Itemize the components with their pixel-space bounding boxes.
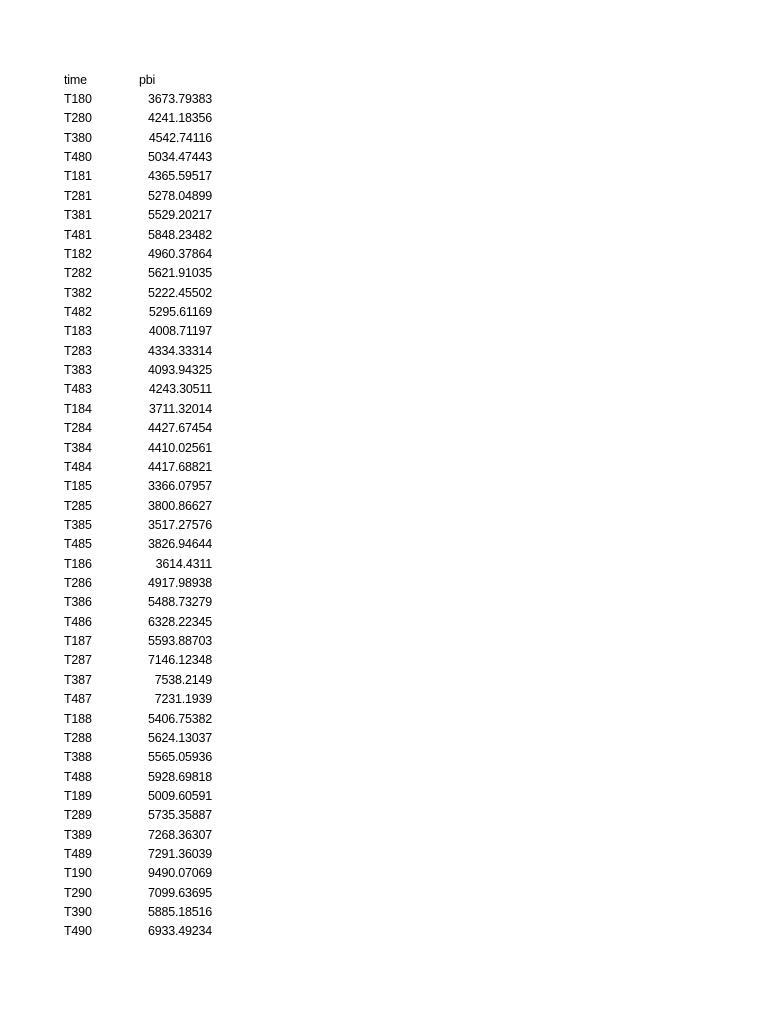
cell-pbi: 4417.68821 [147,459,212,474]
cell-pbi: 4960.37864 [147,246,212,261]
cell-time: T183 [64,324,92,339]
cell-time: T489 [64,847,92,862]
cell-pbi: 4334.33314 [147,343,212,358]
table-row [64,670,224,689]
table-row [64,806,224,825]
cell-pbi: 4917.98938 [147,576,212,591]
cell-pbi: 4542.74116 [148,130,212,145]
cell-pbi: 5885.18516 [147,905,212,920]
table-row [64,515,224,534]
cell-time: T186 [64,556,92,571]
cell-time: T185 [64,479,92,494]
cell-pbi: 7291.36039 [147,847,212,862]
table-row [64,709,224,728]
cell-time: T382 [64,285,92,300]
cell-time: T481 [64,227,92,242]
cell-time: T388 [64,750,92,765]
table-row [64,748,224,767]
table-row [64,631,224,650]
table-row [64,206,224,225]
table-row [64,786,224,805]
cell-pbi: 5735.35887 [147,808,212,823]
table-row [64,186,224,205]
cell-time: T180 [64,92,92,107]
cell-time: T486 [64,614,92,629]
cell-pbi: 5621.91035 [147,266,212,281]
table-row [64,128,224,147]
cell-pbi: 4410.02561 [147,440,212,455]
cell-time: T484 [64,459,92,474]
cell-pbi: 3614.4311 [155,556,212,571]
table-row [64,438,224,457]
cell-time: T285 [64,498,92,513]
table-row [64,322,224,341]
table-row [64,360,224,379]
cell-time: T384 [64,440,92,455]
cell-time: T488 [64,769,92,784]
cell-pbi: 5034.47443 [147,150,212,165]
cell-time: T289 [64,808,92,823]
table-row [64,341,224,360]
cell-time: T288 [64,730,92,745]
table-row [64,283,224,302]
table-row [64,864,224,883]
cell-time: T487 [64,692,92,707]
table-row [64,167,224,186]
table-row [64,418,224,437]
cell-pbi: 5488.73279 [147,595,212,610]
cell-pbi: 6933.49234 [147,924,212,939]
table-row [64,477,224,496]
cell-pbi: 4093.94325 [147,363,212,378]
cell-pbi: 4243.30511 [148,382,212,397]
cell-pbi: 7231.1939 [154,692,212,707]
cell-time: T490 [64,924,92,939]
cell-time: T389 [64,827,92,842]
cell-time: T190 [64,866,92,881]
cell-pbi: 9490.07069 [147,866,212,881]
cell-time: T387 [64,672,92,687]
table-row [64,244,224,263]
cell-pbi: 5624.13037 [147,730,212,745]
cell-time: T189 [64,788,92,803]
cell-time: T390 [64,905,92,920]
table-row [64,535,224,554]
table-row [64,399,224,418]
cell-time: T286 [64,576,92,591]
cell-pbi: 5565.05936 [147,750,212,765]
cell-time: T386 [64,595,92,610]
table-row [64,651,224,670]
cell-pbi: 3366.07957 [147,479,212,494]
cell-time: T385 [64,517,92,532]
table-row [64,593,224,612]
cell-time: T181 [64,169,92,184]
table-row [64,728,224,747]
cell-time: T280 [64,111,92,126]
cell-pbi: 6328.22345 [147,614,212,629]
table-row [64,264,224,283]
data-table [64,70,224,941]
cell-pbi: 7146.12348 [147,653,212,668]
table-row [64,825,224,844]
cell-pbi: 5848.23482 [147,227,212,242]
cell-time: T284 [64,421,92,436]
column-header-time: time [64,72,87,87]
table-row [64,109,224,128]
table-row [64,380,224,399]
cell-time: T381 [64,208,92,223]
cell-time: T380 [64,130,92,145]
cell-pbi: 4241.18356 [147,111,212,126]
cell-time: T480 [64,150,92,165]
table-row [64,457,224,476]
table-row [64,922,224,941]
cell-time: T188 [64,711,92,726]
cell-time: T187 [64,634,92,649]
cell-pbi: 5278.04899 [147,188,212,203]
table-row [64,89,224,108]
table-row [64,554,224,573]
cell-pbi: 7268.36307 [147,827,212,842]
table-row [64,883,224,902]
cell-time: T282 [64,266,92,281]
table-row [64,690,224,709]
cell-time: T383 [64,363,92,378]
cell-time: T287 [64,653,92,668]
cell-pbi: 5529.20217 [147,208,212,223]
cell-pbi: 3711.32014 [148,401,212,416]
cell-time: T283 [64,343,92,358]
column-header-pbi: pbi [139,72,156,87]
table-row [64,147,224,166]
cell-pbi: 4008.71197 [148,324,212,339]
table-header-row [64,70,224,89]
cell-pbi: 3517.27576 [147,517,212,532]
table-row [64,612,224,631]
cell-pbi: 3800.86627 [147,498,212,513]
table-row [64,302,224,321]
cell-pbi: 4427.67454 [147,421,212,436]
table-row [64,225,224,244]
cell-time: T483 [64,382,92,397]
table-row [64,902,224,921]
cell-pbi: 5009.60591 [147,788,212,803]
table-row [64,573,224,592]
table-row [64,767,224,786]
table-row [64,844,224,863]
table-row [64,496,224,515]
cell-pbi: 3673.79383 [147,92,212,107]
cell-time: T184 [64,401,92,416]
cell-time: T485 [64,537,92,552]
cell-pbi: 5928.69818 [147,769,212,784]
cell-time: T290 [64,885,92,900]
cell-time: T281 [64,188,92,203]
cell-time: T182 [64,246,92,261]
cell-pbi: 3826.94644 [147,537,212,552]
cell-pbi: 5593.88703 [147,634,212,649]
cell-pbi: 5295.61169 [148,304,212,319]
cell-pbi: 7538.2149 [154,672,212,687]
cell-time: T482 [64,304,92,319]
cell-pbi: 4365.59517 [147,169,212,184]
cell-pbi: 7099.63695 [147,885,212,900]
cell-pbi: 5406.75382 [147,711,212,726]
cell-pbi: 5222.45502 [147,285,212,300]
table-body [64,89,224,941]
